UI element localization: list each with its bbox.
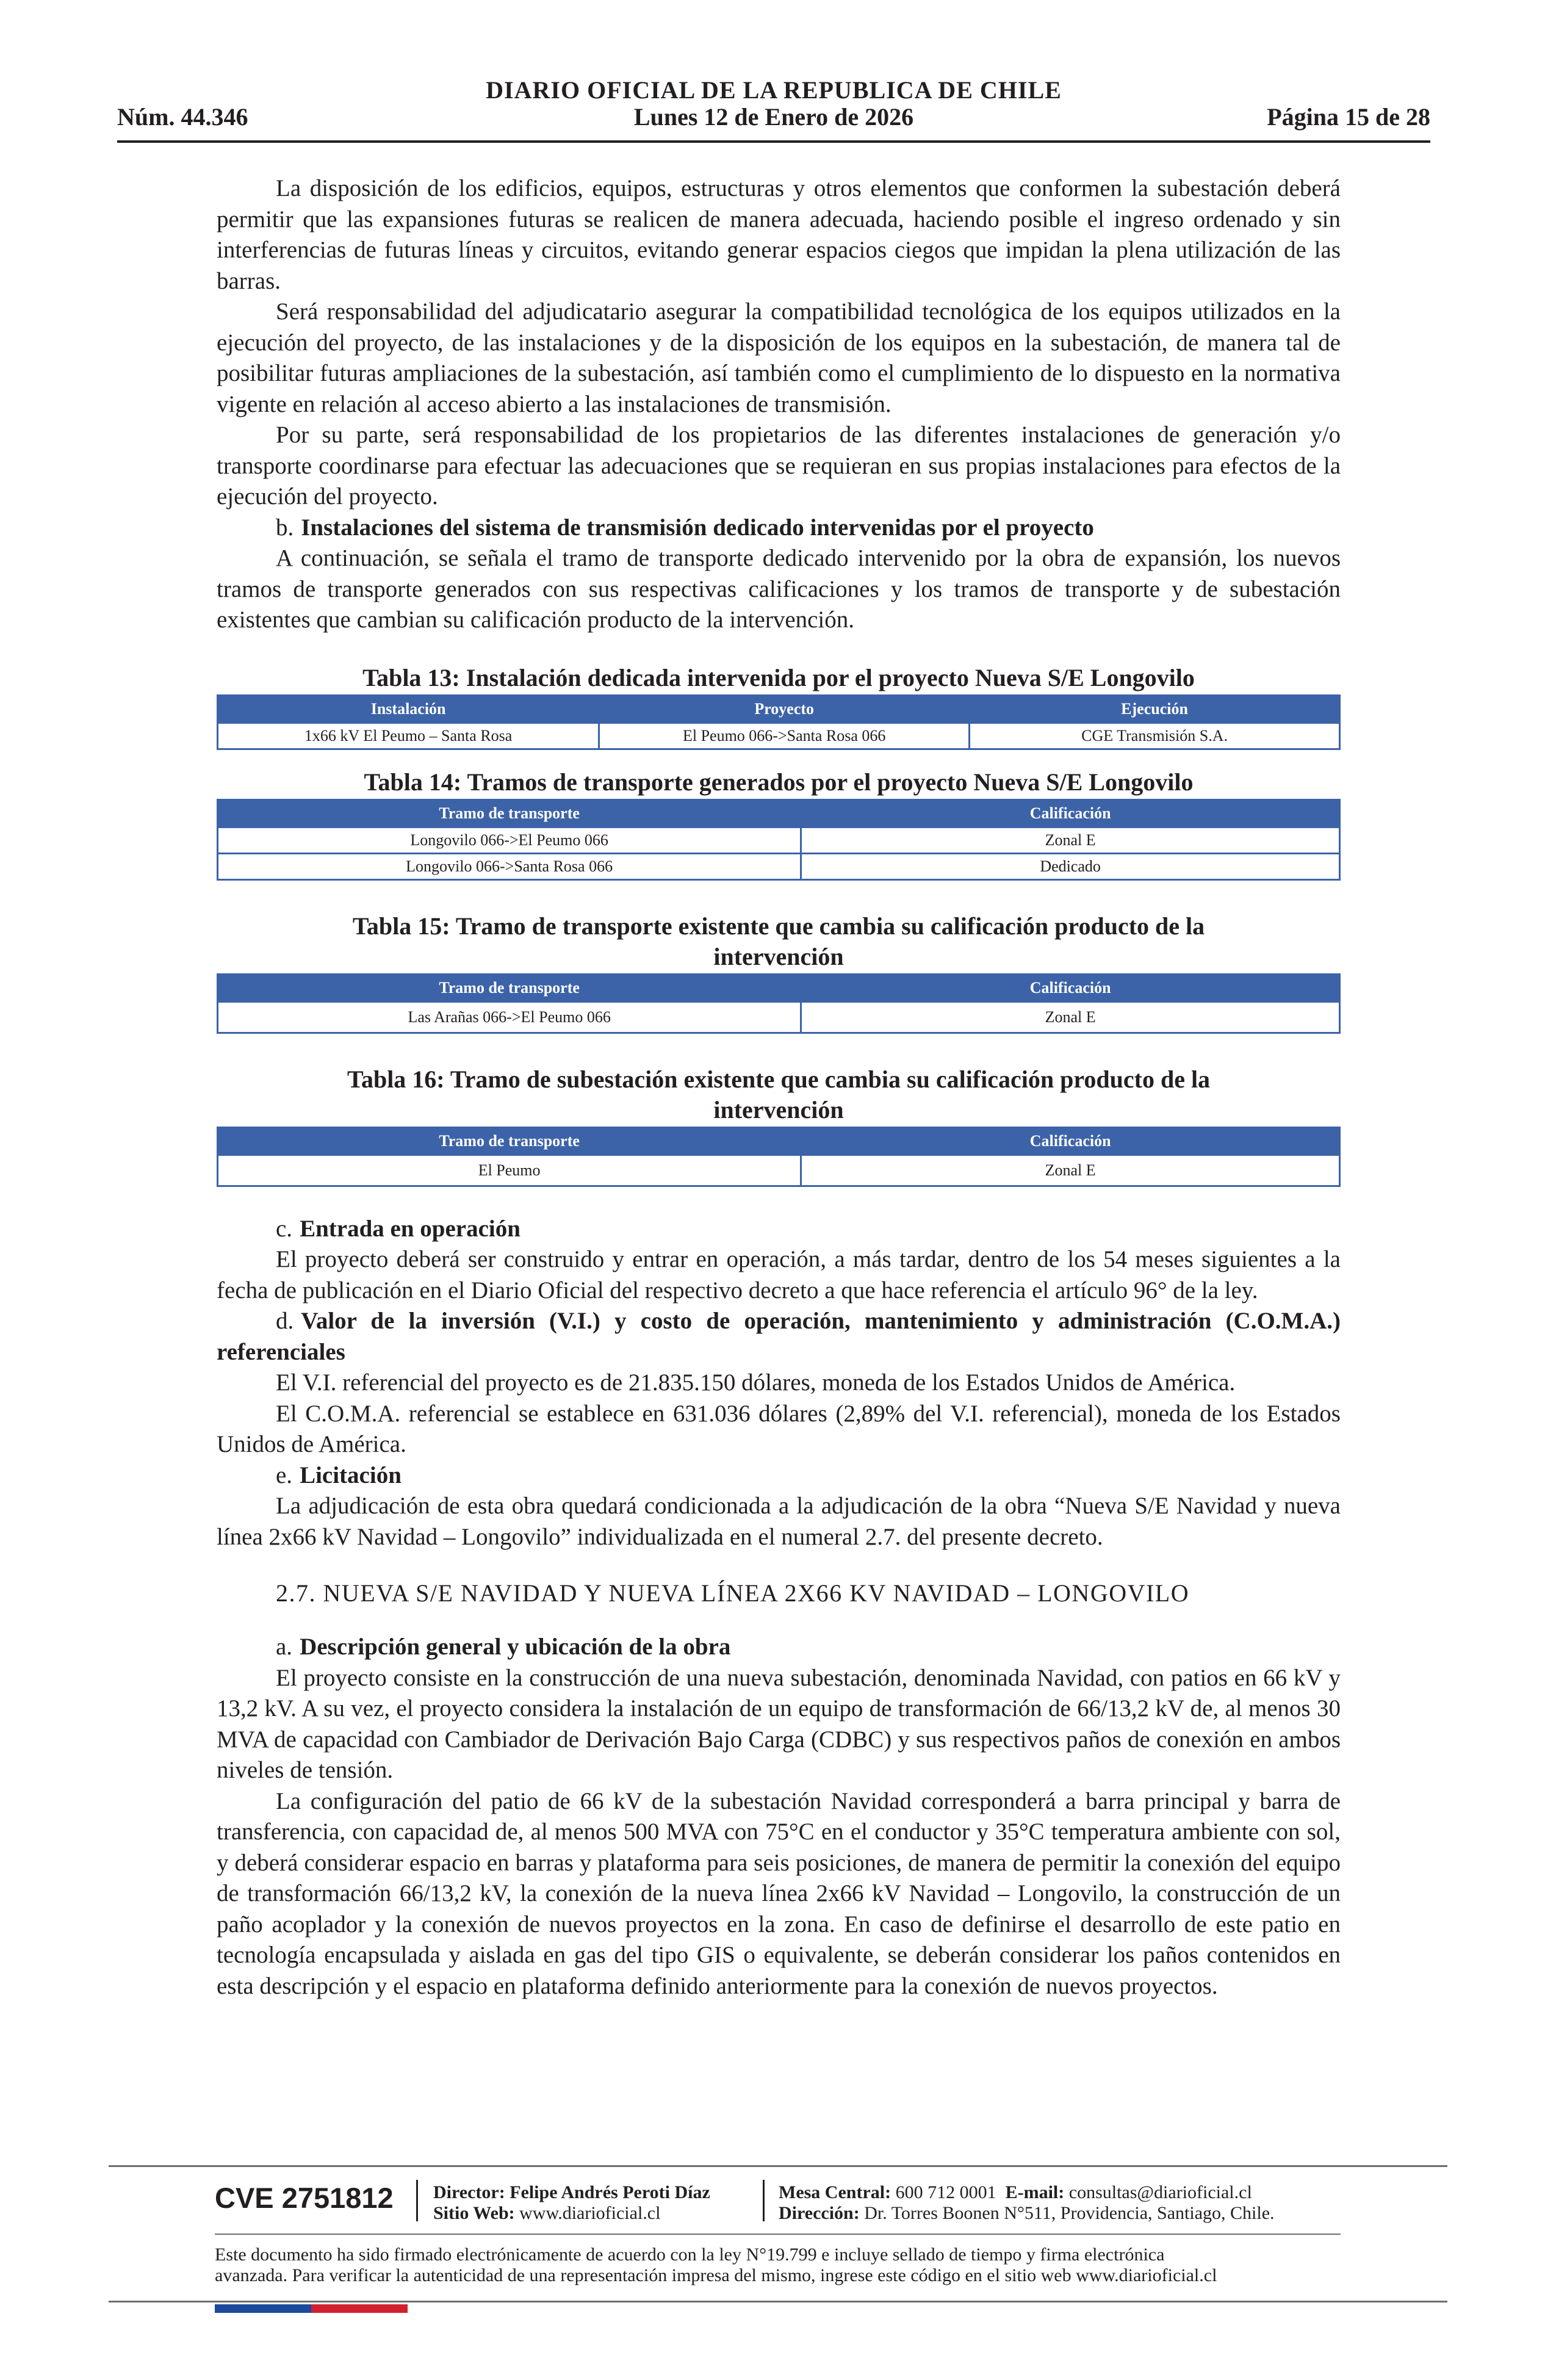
address-label: Dirección: (779, 2203, 860, 2223)
table-header-cell: Calificación (801, 799, 1340, 827)
page-number: Página 15 de 28 (1267, 103, 1430, 131)
footer-divider (416, 2180, 418, 2221)
legal-notice-line: Este documento ha sido firmado electrónicamente de acuerdo con la ley N°19.799 e incluye sellado de tiempo y firma electrónica (215, 2245, 1165, 2265)
table-cell: Zonal E (801, 1001, 1340, 1033)
paragraph: La configuración del patio de 66 kV de la subestación Navidad corresponderá a barra principal y barra de transferencia, con capacidad de, al menos 500 MVA con 75°C en el conductor y 35°C temperatura ambiente con sol, y deberá considerar espacio en barras y plataforma para seis posiciones, de manera de permitir la conexión del equipo de transformación 66/13,2 kV, la conexión de la nueva línea 2x66 kV Navidad – Longovilo, la construcción de un paño acoplador y la conexión de nuevos proyectos en la zona. En caso de definirse el desarrollo de este patio en tecnología encapsulada y aislada en gas del tipo GIS o equivalente, se deberán considerar los paños contenidos en esta descripción y el espacio en plataforma definido anteriormente para la conexión de nuevos proyectos. (217, 1787, 1341, 1999)
table-row (218, 1001, 1340, 1033)
table-cell: Las Arañas 066->El Peumo 066 (218, 1001, 801, 1033)
table-header-cell: Calificación (801, 974, 1340, 1001)
table-header-row (218, 695, 1340, 723)
table-header-cell: Instalación (218, 695, 599, 723)
subsection-title: Instalaciones del sistema de transmisión dedicado intervenidas por el proyecto (301, 514, 1094, 541)
table-15 (217, 973, 1341, 1034)
header-rule (117, 140, 1430, 143)
legal-notice-line: avanzada. Para verificar la autenticidad de una representación impresa del mismo, ingrese este código en el sitio web www.diarioficial.cl (215, 2265, 1217, 2285)
footer-rule (109, 2301, 1447, 2302)
table-row (218, 853, 1340, 879)
subsection-title: Entrada en operación (300, 1215, 520, 1242)
cve-code: CVE 2751812 (215, 2182, 394, 2214)
subsection-letter: a. (276, 1634, 293, 1660)
table-caption-line2: intervención (713, 1095, 844, 1123)
table-header-row (218, 974, 1340, 1001)
table-cell: CGE Transmisión S.A. (970, 723, 1340, 749)
footer-rule (109, 2165, 1447, 2167)
subsection-heading (217, 1460, 1341, 1491)
document-body (217, 173, 1341, 2002)
paragraph: El proyecto deberá ser construido y entrar en operación, a más tardar, dentro de los 54 meses siguientes a la fecha de publicación en el Diario Oficial del respectivo decreto a que hace referencia el artículo 96° de la ley. (217, 1246, 1341, 1304)
subsection-letter: b. (276, 514, 294, 541)
issue-date: Lunes 12 de Enero de 2026 (633, 103, 914, 131)
issue-number: Núm. 44.346 (117, 103, 248, 131)
table-14 (217, 799, 1341, 881)
phone-label: Mesa Central: (779, 2182, 891, 2202)
table-row (218, 827, 1340, 853)
footer-contact-block (779, 2182, 1275, 2224)
paragraph: Por su parte, será responsabilidad de los propietarios de las diferentes instalaciones de generación y/o transporte coordinarse para efectuar las adecuaciones que se requieran en sus propias instalaciones para efectos de la ejecución del proyecto. (217, 422, 1341, 510)
subsection-title: Valor de la inversión (V.I.) y costo de operación, mantenimiento y administración (C.O.M.A.) referenciales (217, 1308, 1341, 1365)
website-link[interactable]: www.diarioficial.cl (519, 2203, 661, 2223)
table-caption: Tabla 14: Tramos de transporte generados por el proyecto Nueva S/E Longovilo (364, 768, 1194, 796)
subsection-heading (217, 1214, 1341, 1245)
table-cell: Longovilo 066->El Peumo 066 (218, 827, 801, 853)
page-header (117, 72, 1430, 145)
footer-rule (215, 2234, 1341, 2235)
paragraph: La adjudicación de esta obra quedará condicionada a la adjudicación de la obra “Nueva S/E Navidad y nueva línea 2x66 kV Navidad – Longovilo” individualizada en el numeral 2.7. del presente decreto. (217, 1493, 1341, 1550)
email-link[interactable]: consultas@diarioficial.cl (1068, 2182, 1252, 2202)
website-label: Sitio Web: (433, 2203, 515, 2223)
table-cell: El Peumo (218, 1155, 801, 1186)
subsection-heading (217, 513, 1341, 544)
table-header-cell: Ejecución (970, 695, 1340, 723)
footer-divider (763, 2180, 765, 2221)
table-header-cell: Tramo de transporte (218, 799, 801, 827)
email-label: E-mail: (1005, 2182, 1065, 2202)
table-caption: Tabla 13: Instalación dedicada intervenida por el proyecto Nueva S/E Longovilo (362, 663, 1195, 691)
paragraph: El C.O.M.A. referencial se establece en 631.036 dólares (2,89% del V.I. referencial), moneda de los Estados Unidos de América. (217, 1400, 1341, 1457)
footer-director-block (433, 2182, 710, 2224)
address-value: Dr. Torres Boonen N°511, Providencia, Santiago, Chile. (864, 2203, 1275, 2223)
table-header-cell: Proyecto (599, 695, 970, 723)
director-name: Felipe Andrés Peroti Díaz (510, 2182, 710, 2202)
table-header-row (218, 799, 1340, 827)
subsection-letter: d. (276, 1308, 294, 1334)
table-row (218, 723, 1340, 749)
flag-stripe-blue (215, 2304, 311, 2313)
director-label: Director: (433, 2182, 505, 2202)
table-header-cell: Tramo de transporte (218, 974, 801, 1001)
table-caption: Tabla 15: Tramo de transporte existente que cambia su calificación producto de la (352, 912, 1205, 940)
table-header-cell: Tramo de transporte (218, 1127, 801, 1155)
table-row (218, 1155, 1340, 1186)
table-header-row (218, 1127, 1340, 1155)
paragraph: El proyecto consiste en la construcción de una nueva subestación, denominada Navidad, con patios en 66 kV y 13,2 kV. A su vez, el proyecto considera la instalación de un equipo de transformación de 66/13,2 kV de, al menos 30 MVA de capacidad con Cambiador de Derivación Bajo Carga (CDBC) y sus respectivos paños de conexión en ambos niveles de tensión. (217, 1664, 1341, 1783)
table-16 (217, 1127, 1341, 1187)
paragraph: La disposición de los edificios, equipos, estructuras y otros elementos que conformen la subestación deberá permitir que las expansiones futuras se realicen de manera adecuada, haciendo posible el ingreso ordenado y sin interferencias de futuras líneas y circuitos, evitando generar espacios ciegos que impidan la plena utilización de las barras. (217, 175, 1341, 294)
subsection-heading (217, 1632, 1341, 1663)
paragraph: A continuación, se señala el tramo de transporte dedicado intervenido por la obra de expansión, los nuevos tramos de transporte generados con sus respectivas calificaciones y los tramos de transporte y de subestación existentes que cambian su calificación producto de la intervención. (217, 545, 1341, 633)
subsection-title: Descripción general y ubicación de la obra (300, 1634, 731, 1660)
table-cell: Zonal E (801, 827, 1340, 853)
table-cell: Zonal E (801, 1155, 1340, 1186)
table-cell: El Peumo 066->Santa Rosa 066 (599, 723, 970, 749)
subsection-letter: e. (276, 1462, 293, 1488)
section-heading: 2.7. NUEVA S/E NAVIDAD Y NUEVA LÍNEA 2X66 KV NAVIDAD – LONGOVILO (276, 1579, 1190, 1607)
table-caption: Tabla 16: Tramo de subestación existente que cambia su calificación producto de la (347, 1065, 1211, 1093)
subsection-heading (217, 1306, 1341, 1368)
phone-number: 600 712 0001 (895, 2182, 996, 2202)
flag-stripe-red (311, 2304, 408, 2313)
table-cell: 1x66 kV El Peumo – Santa Rosa (218, 723, 599, 749)
subsection-title: Licitación (300, 1462, 402, 1488)
table-caption-line2: intervención (713, 942, 844, 970)
legal-notice (215, 2245, 1350, 2286)
paragraph: Será responsabilidad del adjudicatario asegurar la compatibilidad tecnológica de los equipos utilizados en la ejecución del proyecto, de las instalaciones y de la disposición de los equipos en la subestación, de manera tal de posibilitar futuras ampliaciones de la subestación, así también como el cumplimiento de lo dispuesto en la normativa vigente en relación al acceso abierto a las instalaciones de transmisión. (217, 298, 1341, 417)
table-cell: Dedicado (801, 853, 1340, 879)
table-cell: Longovilo 066->Santa Rosa 066 (218, 853, 801, 879)
paragraph: El V.I. referencial del proyecto es de 21.835.150 dólares, moneda de los Estados Unidos de América. (276, 1369, 1236, 1396)
subsection-letter: c. (276, 1215, 293, 1242)
publication-title: DIARIO OFICIAL DE LA REPUBLICA DE CHILE (486, 76, 1062, 104)
table-13 (217, 694, 1341, 750)
table-header-cell: Calificación (801, 1127, 1340, 1155)
